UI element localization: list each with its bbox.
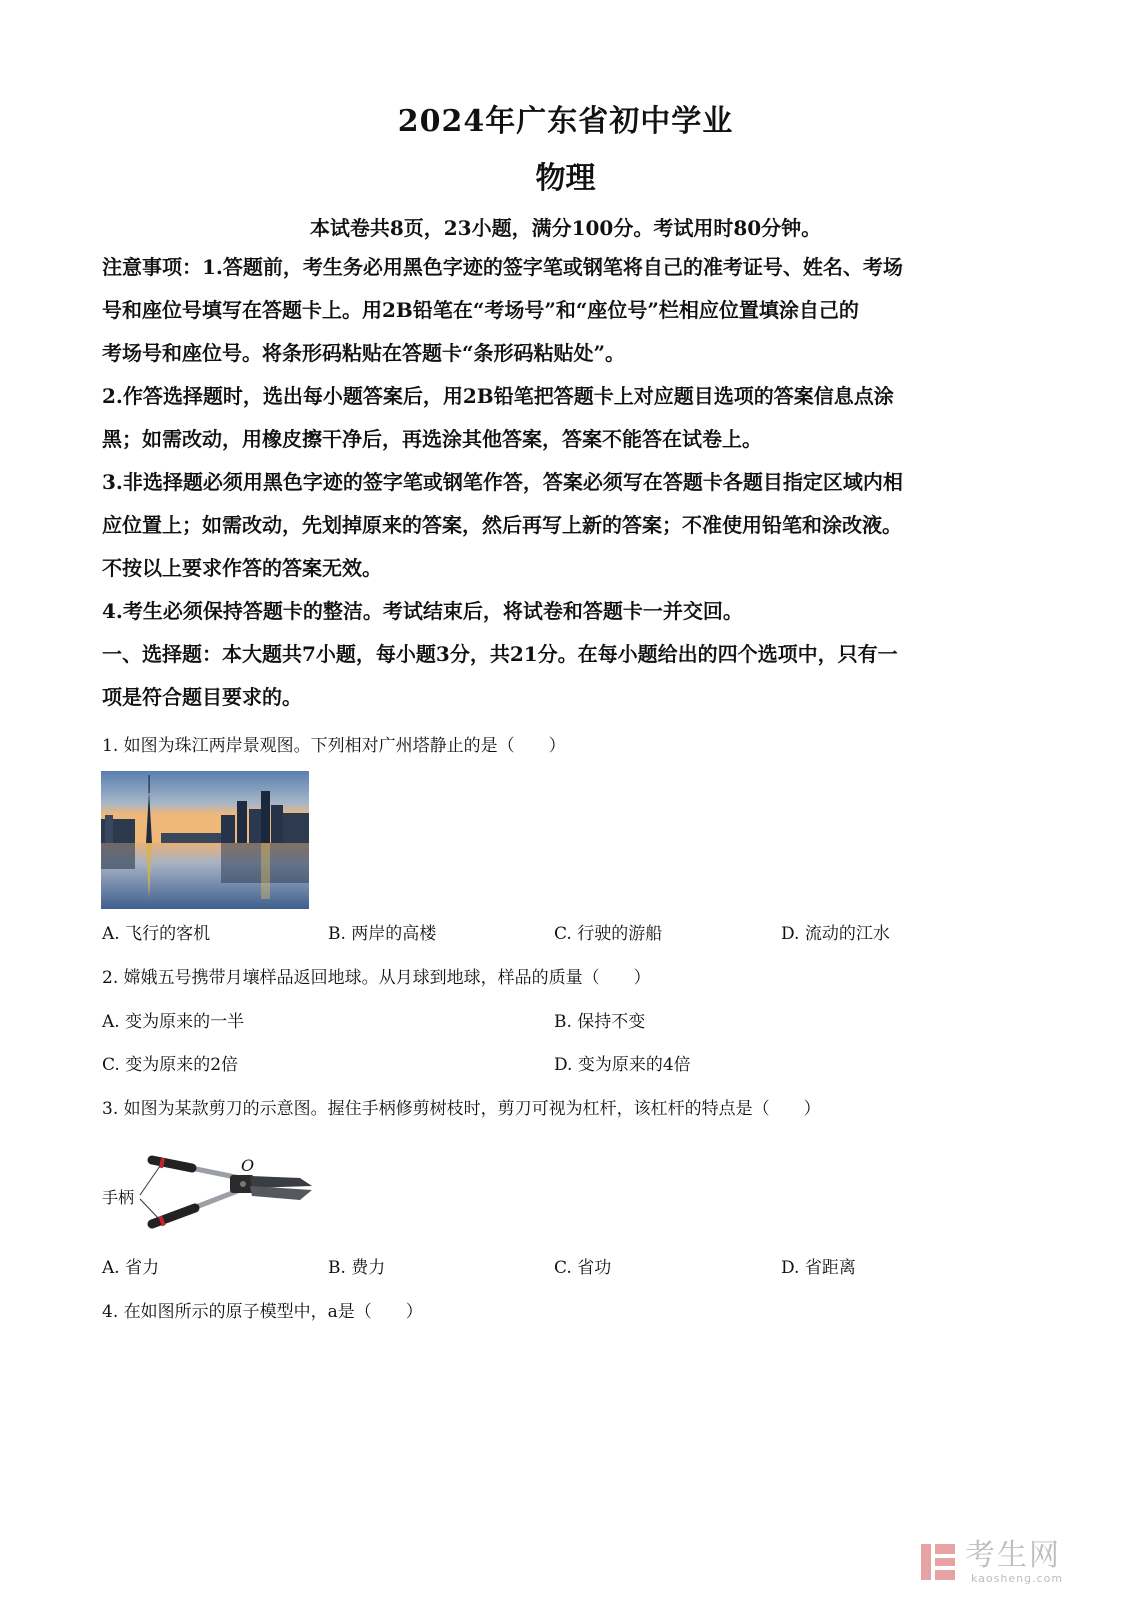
notice-line: 2.作答选择题时，选出每小题答案后，用2B铅笔把答题卡上对应题目选项的答案信息点涂 [102,384,894,408]
section-heading: 一、选择题：本大题共7小题，每小题3分，共21分。在每小题给出的四个选项中，只有一 [102,642,898,666]
notice-line: 考场号和座位号。将条形码粘贴在答题卡“条形码粘贴处”。 [102,341,626,365]
kaosheng-logo-icon [919,1540,959,1584]
notice-line: 号和座位号填写在答题卡上。用2B铅笔在“考场号”和“座位号”栏相应位置填涂自己的 [102,298,859,322]
notice-line: 3.非选择题必须用黑色字迹的签字笔或钢笔作答，答案必须写在答题卡各题目指定区域内相 [102,470,903,494]
option-b: B. 保持不变 [554,1012,646,1032]
notice-line: 黑；如需改动，用橡皮擦干净后，再选涂其他答案，答案不能答在试卷上。 [102,427,762,451]
kaosheng-watermark [919,1540,1089,1586]
notice-line: 4.考生必须保持答题卡的整洁。考试结束后，将试卷和答题卡一并交回。 [102,599,743,623]
notice-block [102,246,1032,719]
option-d: D. 变为原来的4倍 [554,1055,691,1075]
option-d: D. 流动的江水 [781,924,890,944]
watermark-brand: 考生网 [965,1538,1061,1573]
exam-title: 2024年广东省初中学业 [397,104,734,139]
option-a: A. 飞行的客机 [102,924,211,944]
question-3-stem: 3. 如图为某款剪刀的示意图。握住手柄修剪树枝时，剪刀可视为杠杆，该杠杆的特点是（ ） [102,1099,821,1119]
question-1-stem: 1. 如图为珠江两岸景观图。下列相对广州塔静止的是（ ） [102,736,566,756]
pearl-river-photo [101,771,309,909]
handle-label: 手柄 [102,1188,135,1207]
question-2-stem: 2. 嫦娥五号携带月壤样品返回地球。从月球到地球，样品的质量（ ） [102,968,651,988]
notice-line: 不按以上要求作答的答案无效。 [102,556,382,580]
option-c: C. 变为原来的2倍 [102,1055,239,1075]
option-c: C. 行驶的游船 [554,924,663,944]
subject-title: 物理 [535,161,596,196]
option-b: B. 费力 [328,1258,386,1278]
notice-line: 应位置上；如需改动，先划掉原来的答案，然后再写上新的答案；不准使用铅笔和涂改液。 [102,513,902,537]
watermark-domain: kaosheng.com [971,1572,1064,1585]
option-d: D. 省距离 [781,1258,856,1278]
exam-info: 本试卷共8页，23小题，满分100分。考试用时80分钟。 [309,216,822,240]
option-a: A. 变为原来的一半 [102,1012,245,1032]
option-a: A. 省力 [102,1258,160,1278]
section-heading: 项是符合题目要求的。 [102,685,302,709]
question-4-stem: 4. 在如图所示的原子模型中，a是（ ） [102,1302,423,1322]
notice-line: 注意事项：1.答题前，考生务必用黑色字迹的签字笔或钢笔将自己的准考证号、姓名、考场 [102,255,903,279]
pivot-label: O [241,1156,255,1175]
option-b: B. 两岸的高楼 [328,924,437,944]
option-c: C. 省功 [554,1258,612,1278]
